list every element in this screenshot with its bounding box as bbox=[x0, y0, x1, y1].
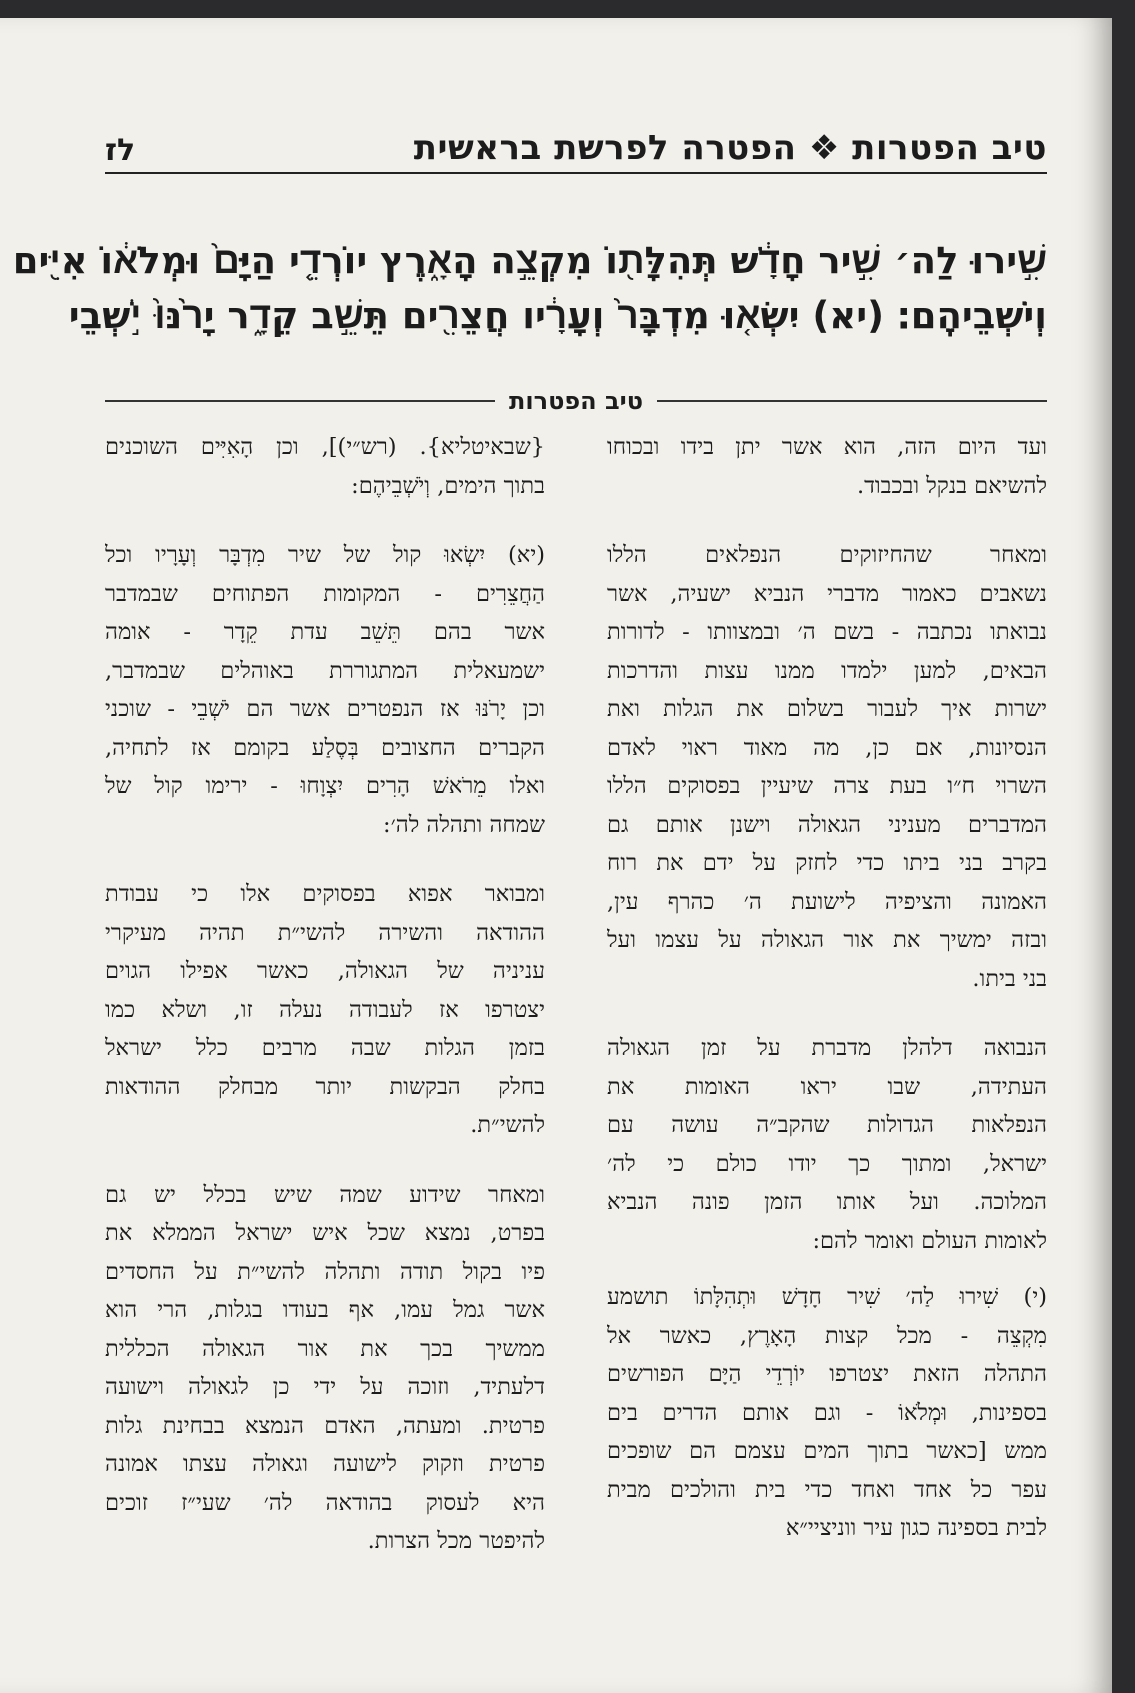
paragraph-line: הנבואה דלהלן מדברת על זמן הגאולה bbox=[607, 1035, 1047, 1061]
paragraph-line: אשר גמל עמו, אף בעודו בגלות, הרי הוא bbox=[105, 1297, 545, 1323]
book-page bbox=[0, 18, 1112, 1693]
paragraph-line: פרטית וזקוק לישועה וגאולה עצתו אמונה bbox=[105, 1451, 545, 1477]
paragraph-line: נשאבים כאמור מדברי הנביא ישעיה, אשר bbox=[607, 580, 1047, 607]
divider-rule bbox=[105, 400, 495, 402]
verse-line: שִׁ֣ירוּ לַה׳ שִׁ֣יר חָדָ֔שׁ תְּהִלָּת֖וֹ מִקְצֵ֣ה הָאָ֑רֶץ יוֹרְדֵ֤י הַיָּם֙ וּמְלֹא֔וֹ אִיִּ֖ים bbox=[12, 239, 1047, 282]
paragraph-line: ישמעאלית המתגוררת באוהלים שבמדבר, bbox=[105, 657, 545, 684]
paragraph-gap bbox=[105, 844, 545, 875]
paragraph-line: ישראל, ומתוך כך יודו כולם כי לה׳ bbox=[607, 1150, 1047, 1177]
paragraph-line: הבאים, למען ילמדו ממנו עצות והדרכות bbox=[607, 657, 1047, 684]
paragraph-line: ממשיך בכך את אור הגאולה הכללית bbox=[105, 1335, 545, 1362]
paragraph-line: ומאחר שידוע שמה שיש בכלל יש גם bbox=[105, 1181, 545, 1208]
paragraph-line: דלעתיד, וזוכה על ידי כן לגאולה וישועה bbox=[105, 1374, 545, 1400]
paragraph-line: בני ביתו. bbox=[972, 965, 1047, 992]
paragraph-line: ישרות איך לעבור בשלום את הגלות ואת bbox=[607, 696, 1047, 722]
paragraph-line: מִקְצֵה - מכל קצות הָאָרֶץ, כאשר אל bbox=[607, 1322, 1047, 1349]
paragraph-line: יצטרפו אז לעבודה נעלה זו, ושלא כמו bbox=[105, 996, 545, 1023]
paragraph-line: בתוך הימים, וְיֹשְׁבֵיהֶם: bbox=[351, 472, 545, 499]
paragraph-line: וכן יָרֹנּוּ אז הנפטרים אשר הם יֹשְׁבֵי - שוכני bbox=[105, 696, 545, 722]
page-header bbox=[105, 118, 1047, 174]
paragraph-line: ואלו מֵרֹאשׁ הָרִים יִצְוָחוּ - ירימו קול של bbox=[105, 773, 545, 799]
paragraph-line: בזמן הגלות שבה מרבים כלל ישראל bbox=[105, 1035, 545, 1061]
paragraph-line: העתידה, שבו יראו האומות את bbox=[607, 1073, 1047, 1100]
paragraph-gap bbox=[607, 998, 1047, 1029]
paragraph-line: עפר כל אחד ואחד כדי בית והולכים מבית bbox=[607, 1476, 1047, 1503]
paragraph-line: הקברים החצובים בְּסֶלַע בקומם אז לתחיה, bbox=[105, 734, 545, 761]
paragraph-line: {שבאיטליא}. (רש״י)], וכן הָאִיִּים השוכנים bbox=[105, 434, 545, 460]
verse-line: וְיֹשְׁבֵיהֶֽם׃ (יא) יִשְׂא֤וּ מִדְבָּר֙ וְעָרָ֔יו חֲצֵרִ֖ים תֵּשֵׁ֣ב קֵדָ֑ר יָרֹ֙נּוּ֙ יֹ֣שְׁבֵי bbox=[68, 294, 1047, 337]
paragraph-line: היא לעסוק בהודאה לה׳ שעי״ז זוכים bbox=[105, 1489, 545, 1516]
paragraph-line: השרוי ח״ו בעת צרה שיעיין בפסוקים הללו bbox=[607, 773, 1047, 799]
paragraph-line: התהלה הזאת יצטרפו יוֹרְדֵי הַיָּם הפורשים bbox=[607, 1361, 1047, 1387]
paragraph-line: בפרט, נמצא שכל איש ישראל הממלא את bbox=[105, 1220, 545, 1246]
page-number: לז bbox=[105, 133, 136, 168]
paragraph-line: הנפלאות הגדולות שהקב״ה עושה עם bbox=[607, 1112, 1047, 1138]
paragraph-gap bbox=[105, 505, 545, 536]
commentary-column-left bbox=[105, 428, 545, 1561]
paragraph-line: להיפטר מכל הצרות. bbox=[367, 1528, 545, 1554]
paragraph-gap bbox=[105, 1145, 545, 1176]
paragraph-line: עניניה של הגאולה, כאשר אפילו הגוים bbox=[105, 958, 545, 984]
paragraph-line: בספינות, וּמְלֹאוֹ - וגם אותם הדרים בים bbox=[607, 1399, 1047, 1426]
paragraph-line: המדברים מעניני הגאולה וישנן אותם גם bbox=[607, 811, 1047, 838]
paragraph-line: האמונה והציפיה לישועת ה׳ כהרף עין, bbox=[607, 888, 1047, 915]
paragraph-line: לבית בספינה כגון עיר ווניציי״א bbox=[785, 1515, 1047, 1541]
paragraph-line: שמחה ותהלה לה׳: bbox=[383, 811, 545, 838]
paragraph-line: ההודאה והשירה להשי״ת תהיה מעיקרי bbox=[105, 919, 545, 946]
paragraph-line: המלוכה. ועל אותו הזמן פונה הנביא bbox=[607, 1189, 1047, 1215]
paragraph-line: (יא) יִשְׂאוּ קול של שיר מִדְבָּר וְעָרָיו וכל bbox=[105, 542, 545, 568]
paragraph-line: הנסיונות, אם כן, מה מאוד ראוי לאדם bbox=[607, 734, 1047, 761]
paragraph-line: בקרב בני ביתו כדי לחזק על ידם את רוח bbox=[607, 850, 1047, 876]
paragraph-gap bbox=[607, 505, 1047, 536]
commentary-title: טיב הפטרות bbox=[508, 387, 643, 415]
paragraph-gap bbox=[607, 1260, 1047, 1278]
paragraph-line: נבואתו נכתבה - בשם ה׳ ובמצוותו - לדורות bbox=[607, 619, 1047, 645]
paragraph-line: הַחֲצֵרִים - המקומות הפתוחים שבמדבר bbox=[105, 580, 545, 607]
divider-rule bbox=[657, 400, 1047, 402]
paragraph-line: (י) שִׁירוּ לַה׳ שִׁיר חָדָשׁ וּתְהִלָּתוֹ תושמע bbox=[607, 1284, 1047, 1310]
paragraph-line: פיו בקול תודה ותהלה להשי״ת על החסדים bbox=[105, 1258, 545, 1285]
paragraph-line: להשי״ת. bbox=[470, 1112, 545, 1138]
running-title: טיב הפטרות ❖ הפטרה לפרשת בראשית bbox=[413, 128, 1047, 168]
paragraph-line: ומאחר שהחיזוקים הנפלאים הללו bbox=[607, 542, 1047, 568]
paragraph-line: ממש [כאשר בתוך המים עצמם הם שופכים bbox=[607, 1438, 1047, 1464]
paragraph-line: אשר בהם תֵּשֵׁב עדת קֵדָר - אומה bbox=[105, 619, 545, 645]
paragraph-line: לאומות העולם ואומר להם: bbox=[812, 1227, 1047, 1254]
paragraph-line: להשיאם בנקל ובכבוד. bbox=[856, 472, 1047, 499]
commentary-divider bbox=[105, 386, 1047, 416]
commentary-column-right bbox=[607, 428, 1047, 1548]
paragraph-line: פרטית. ומעתה, האדם הנמצא בבחינת גלות bbox=[105, 1412, 545, 1439]
verse-text bbox=[12, 233, 1047, 343]
paragraph-line: ומבואר אפוא בפסוקים אלו כי עבודת bbox=[105, 881, 545, 907]
paragraph-line: בחלק הבקשות יותר מבחלק ההודאות bbox=[105, 1073, 545, 1100]
paragraph-line: ובזה ימשיך את אור הגאולה על עצמו ועל bbox=[607, 927, 1047, 953]
paragraph-line: ועד היום הזה, הוא אשר יתן בידו ובכוחו bbox=[607, 434, 1047, 460]
